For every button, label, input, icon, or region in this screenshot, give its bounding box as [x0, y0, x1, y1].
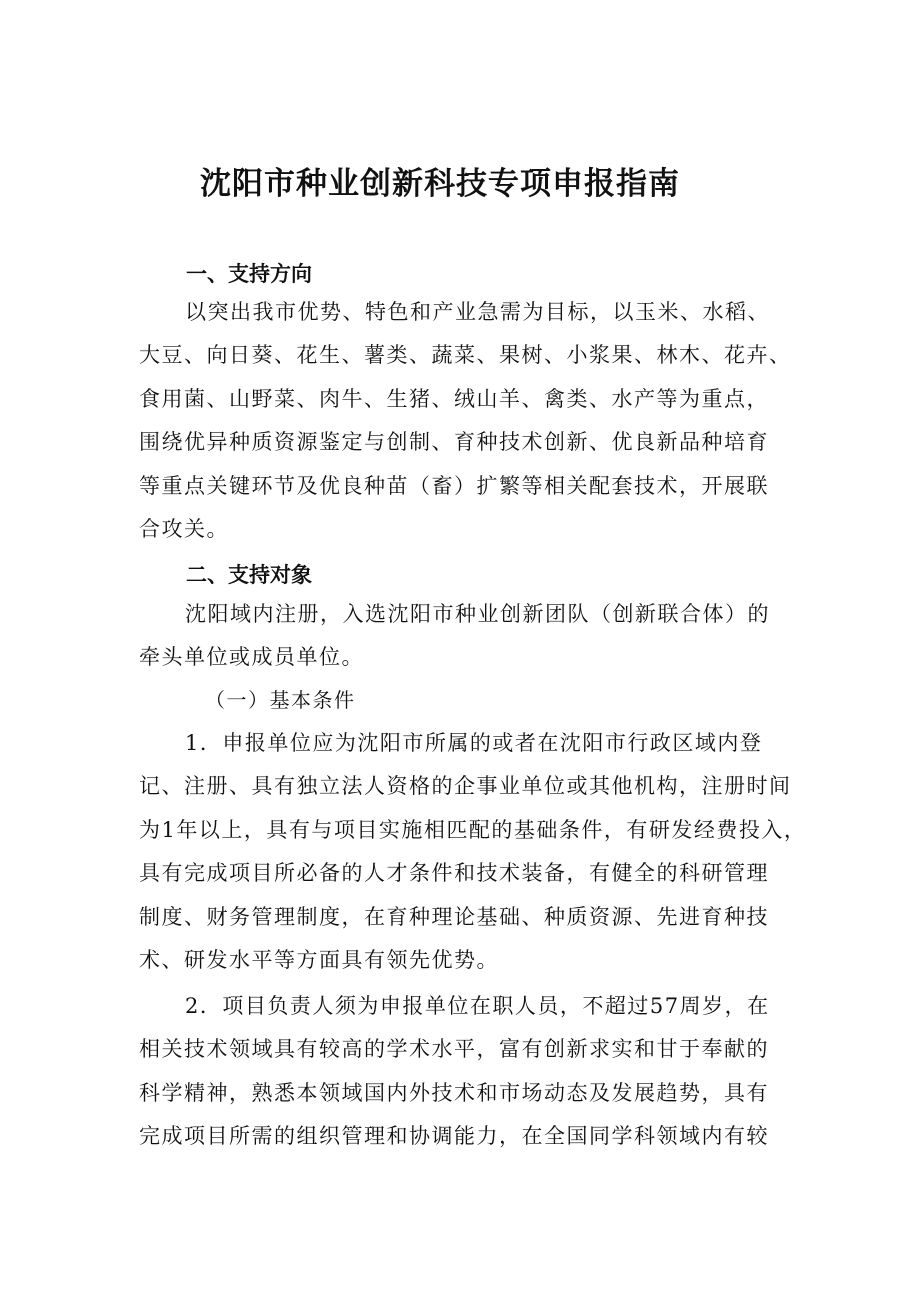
subsection-heading-basic-conditions: （一）基本条件 [205, 688, 356, 712]
text-line: 制度、财务管理制度，在育种理论基础、种质资源、先进育种技 [139, 904, 769, 929]
paragraph-support-target [139, 593, 794, 680]
text-line: 记、注册、具有独立法人资格的企事业单位或其他机构，注册时间 [139, 774, 792, 799]
document-title: 沈阳市种业创新科技专项申报指南 [200, 166, 680, 202]
text-line: 食用菌、山野菜、肉牛、生猪、绒山羊、禽类、水产等为重点， [139, 386, 769, 411]
section-heading-support-target: 二、支持对象 [186, 563, 312, 587]
text-line: 完成项目所需的组织管理和协调能力，在全国同学科领域内有较 [139, 1124, 769, 1149]
section-heading-support-direction: 一、支持方向 [186, 262, 312, 286]
text-line: 相关技术领域具有较高的学术水平，富有创新求实和甘于奉献的 [139, 1037, 769, 1062]
text-line: 沈阳域内注册，入选沈阳市种业创新团队（创新联合体）的 [185, 602, 770, 626]
text-line: 具有完成项目所必备的人才条件和技术装备，有健全的科研管理 [139, 861, 769, 886]
text-line: 牵头单位或成员单位。 [139, 645, 364, 670]
text-line: 围绕优异种质资源鉴定与创制、育种技术创新、优良新品种培育 [139, 430, 769, 455]
paragraph-support-direction [139, 291, 794, 551]
text-line: 等重点关键环节及优良种苗（畜）扩繁等相关配套技术，开展联 [139, 473, 769, 498]
text-line: 1．申报单位应为沈阳市所属的或者在沈阳市行政区域内登 [185, 731, 763, 755]
paragraph-item-1 [139, 722, 807, 982]
text-line: 以突出我市优势、特色和产业急需为目标，以玉米、水稻、 [185, 300, 770, 324]
text-line: 大豆、向日葵、花生、薯类、蔬菜、果树、小浆果、林木、花卉、 [139, 343, 792, 368]
text-line: 2．项目负责人须为申报单位在职人员，不超过57周岁，在 [185, 994, 770, 1018]
text-line: 术、研发水平等方面具有领先优势。 [139, 948, 499, 973]
text-line: 为1年以上，具有与项目实施相匹配的基础条件，有研发经费投入， [139, 817, 807, 842]
paragraph-item-2 [139, 985, 794, 1159]
text-line: 科学精神，熟悉本领域国内外技术和市场动态及发展趋势，具有 [139, 1080, 769, 1105]
text-line: 合攻关。 [139, 517, 229, 542]
